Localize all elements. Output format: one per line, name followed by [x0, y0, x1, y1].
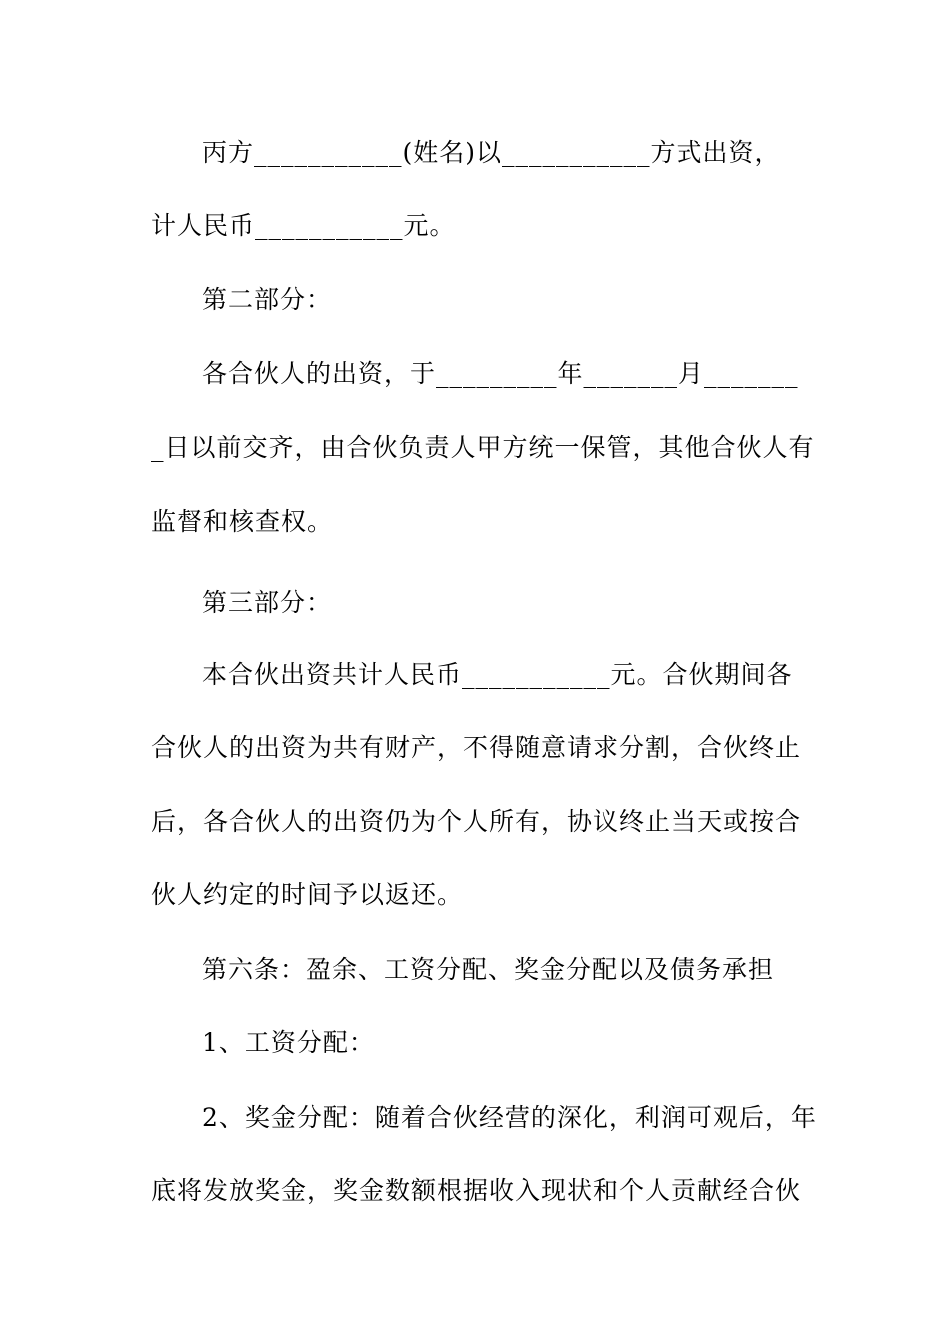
paragraph-line: _日以前交齐，由合伙负责人甲方统一保管，其他合伙人有: [151, 433, 815, 462]
paragraph-line: 后，各合伙人的出资仍为个人所有，协议终止当天或按合: [151, 807, 802, 836]
list-item: 2、奖金分配：随着合伙经营的深化，利润可观后，年: [202, 1103, 817, 1132]
list-item: 1、工资分配：: [202, 1028, 375, 1057]
section-heading: 第二部分：: [202, 285, 333, 314]
section-heading: 第三部分：: [202, 588, 333, 617]
paragraph-line: 底将发放奖金，奖金数额根据收入现状和个人贡献经合伙: [151, 1176, 802, 1205]
paragraph-line: 计人民币___________元。: [151, 211, 456, 240]
paragraph-line: 伙人约定的时间予以返还。: [151, 880, 464, 909]
paragraph-line: 本合伙出资共计人民币___________元。合伙期间各: [202, 660, 793, 689]
article-heading: 第六条：盈余、工资分配、奖金分配以及债务承担: [202, 955, 775, 984]
paragraph-line: 监督和核查权。: [151, 507, 334, 536]
paragraph-line: 丙方___________(姓名)以___________方式出资，: [202, 138, 781, 167]
paragraph-line: 各合伙人的出资，于_________年_______月_______: [202, 359, 799, 388]
paragraph-line: 合伙人的出资为共有财产，不得随意请求分割，合伙终止: [151, 733, 802, 762]
